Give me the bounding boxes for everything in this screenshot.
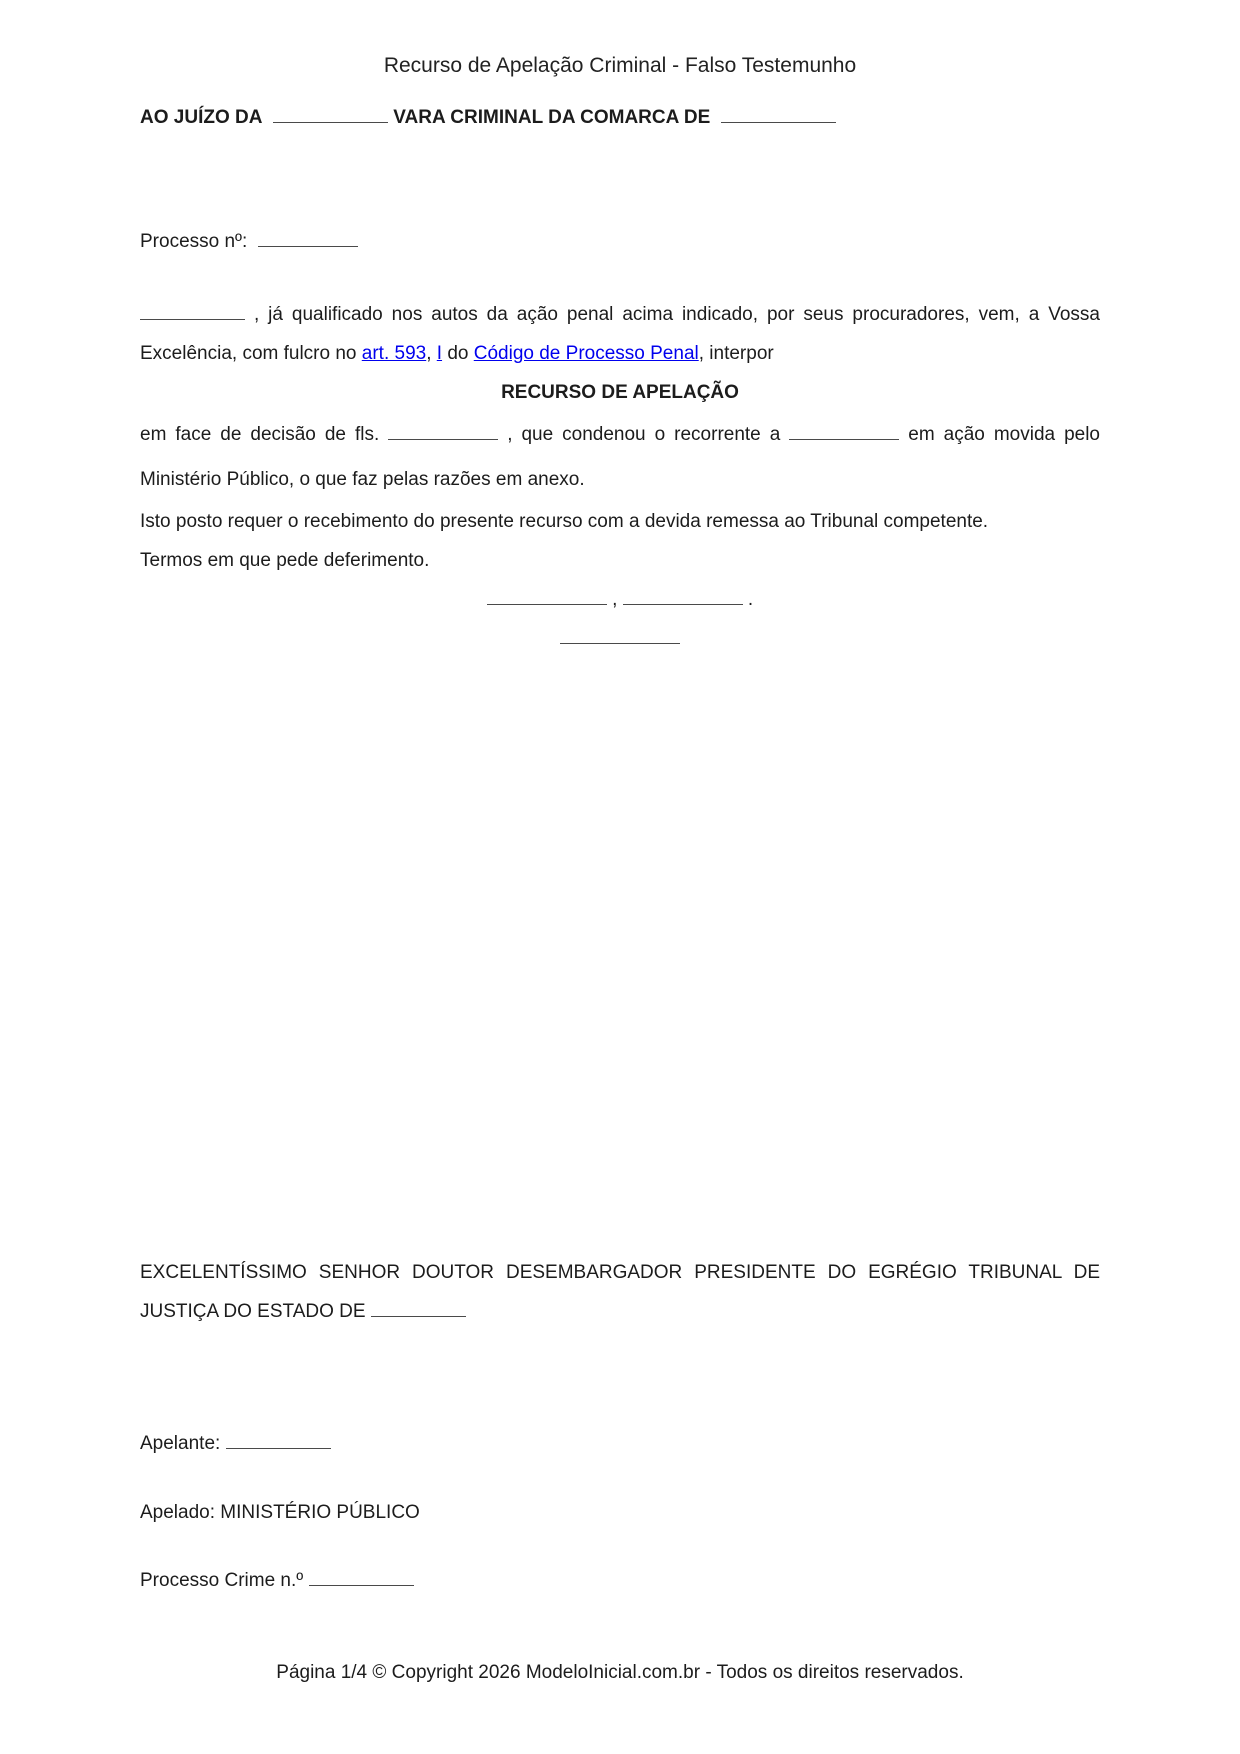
signature-line [140,619,1100,658]
apelado-line: Apelado: MINISTÉRIO PÚBLICO [140,1502,420,1523]
qualification-text-2: , interpor [698,343,774,364]
blank-apelante [226,1432,331,1449]
blank-comarca [721,106,836,123]
appeal-heading: RECURSO DE APELAÇÃO [501,382,739,403]
link-inciso-i[interactable]: I [436,343,443,364]
processo-crime-line [140,1569,1100,1592]
link-codigo-processo-penal[interactable]: Código de Processo Penal [473,343,699,364]
processo-number-line [140,230,1100,253]
qualification-sep-1: , [426,343,437,364]
page-title: Recurso de Apelação Criminal - Falso Testemunho [383,54,857,77]
appeal-text-3: em ação movida pelo Ministério Público, o que faz pelas razões em anexo. [140,424,1100,490]
place-date-period: . [742,589,754,610]
blank-estado [371,1300,466,1317]
processo-label: Processo nº: [140,231,248,253]
blank-fls [388,423,498,440]
addressing-part1: AO JUÍZO DA [140,107,263,129]
tribunal-addressing-text: EXCELENTÍSSIMO SENHOR DOUTOR DESEMBARGADOR PRESIDENTE DO EGRÉGIO TRIBUNAL DE JUSTIÇA DO ESTADO DE [140,1262,1100,1322]
blank-date [623,588,743,605]
blank-appellant-name [140,303,245,320]
place-date-comma: , [606,589,623,610]
appeal-paragraph [140,412,1100,502]
blank-signature [560,627,680,644]
blank-processo-crime [309,1569,414,1586]
link-art-593[interactable]: art. 593 [361,343,427,364]
appeal-text-1: em face de decisão de fls. [140,424,389,445]
addressing-part2: VARA CRIMINAL DA COMARCA DE [393,107,711,129]
tribunal-addressing-paragraph [140,1253,1100,1331]
blank-sentence [789,423,899,440]
processo-crime-label: Processo Crime n.º [140,1570,309,1592]
qualification-sep-2: do [442,343,474,364]
closing-paragraph: Termos em que pede deferimento. [140,550,430,571]
page-footer: Página 1/4 © Copyright 2026 ModeloInicial.com.br - Todos os direitos reservados. [276,1662,964,1683]
appeal-text-2: , que condenou o recorrente a [498,424,790,445]
court-addressing-line [140,106,1100,129]
place-date-line [140,580,1100,619]
request-paragraph: Isto posto requer o recebimento do presente recurso com a devida remessa ao Tribunal competente. [140,511,989,532]
blank-processo-numero [258,230,358,247]
qualification-text-1: , já qualificado nos autos da ação penal acima indicado, por seus procuradores, vem, a Vossa Excelência, com fulcro no [140,304,1100,364]
apelante-line [140,1432,1100,1455]
qualification-paragraph [140,295,1100,373]
blank-city [487,588,607,605]
blank-vara [273,106,388,123]
petition-body [140,295,1100,658]
apelante-label: Apelante: [140,1433,226,1455]
